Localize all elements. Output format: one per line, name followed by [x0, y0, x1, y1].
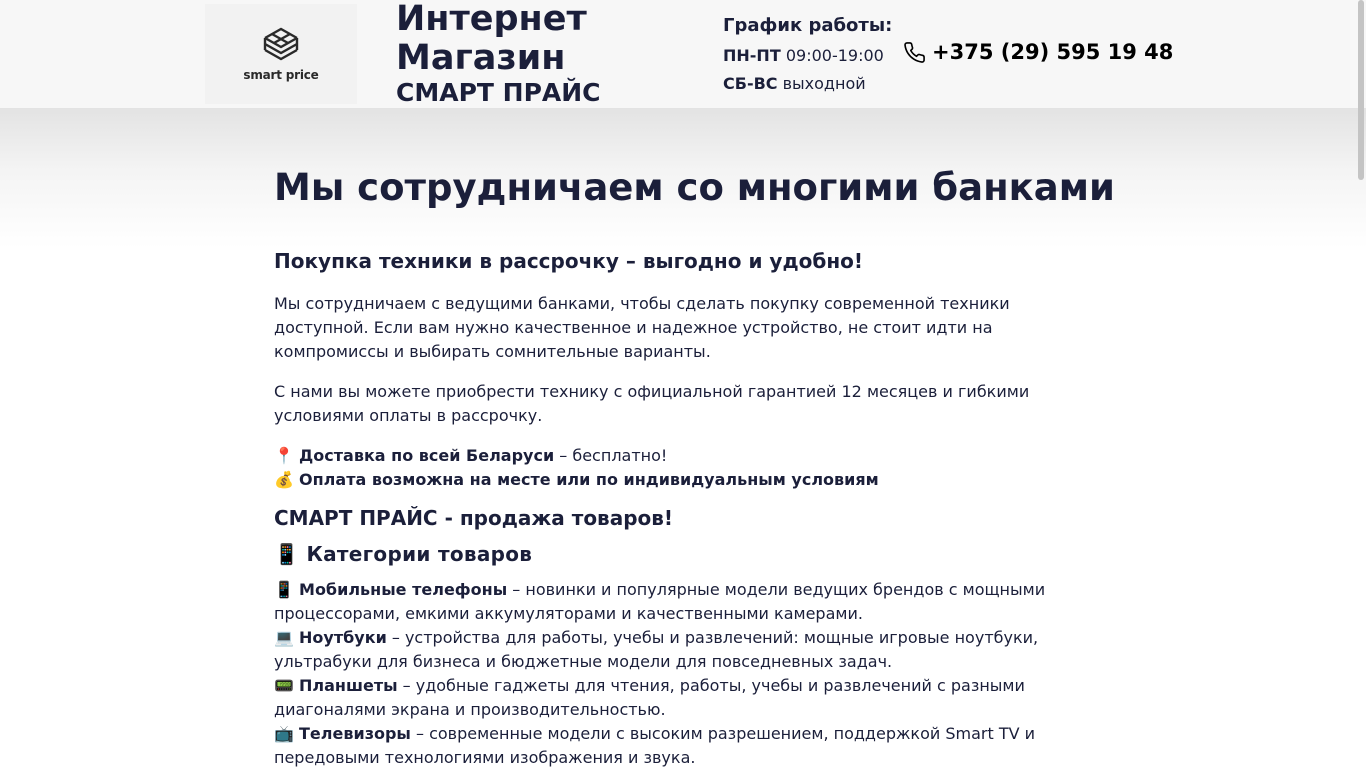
site-header [0, 0, 1366, 108]
logo-text: smart price [243, 68, 319, 82]
money-bag-icon: 💰 [274, 470, 294, 489]
category-name: Ноутбуки [299, 628, 387, 647]
delivery-line [274, 444, 1064, 468]
phone-number: +375 (29) 595 19 48 [932, 40, 1174, 64]
brand-line-1: Интернет [396, 0, 587, 39]
weekend-label: СБ-ВС [723, 74, 778, 93]
weekend-value: выходной [782, 74, 866, 93]
phone-icon [903, 41, 926, 64]
delivery-text: – бесплатно! [554, 446, 668, 465]
section-subtitle: Покупка техники в рассрочку – выгодно и удобно! [274, 249, 864, 273]
categories-list [274, 578, 1064, 770]
category-desc: – современные модели с высоким разрешением, поддержкой Smart TV и передовыми технологиями изображения и звука. [274, 724, 1036, 767]
work-schedule [723, 14, 892, 98]
category-item-tablets [274, 674, 1064, 722]
category-item-phones [274, 578, 1064, 626]
page-title: Мы сотрудничаем со многими банками [274, 166, 1115, 209]
payment-line [274, 468, 1064, 492]
category-desc: – устройства для работы, учебы и развлечений: мощные игровые ноутбуки, ультрабуки для бизнеса и бюджетные модели для повседневных задач. [274, 628, 1039, 671]
weekdays-hours: 09:00-19:00 [785, 46, 884, 65]
intro-paragraph-2: С нами вы можете приобрести технику с официальной гарантией 12 месяцев и гибкими условиями оплаты в рассрочку. [274, 382, 1030, 425]
category-name: Мобильные телефоны [299, 580, 508, 599]
laptop-icon: 💻 [274, 628, 294, 647]
television-icon: 📺 [274, 724, 294, 743]
brand-line-3: СМАРТ ПРАЙС [396, 78, 601, 107]
category-item-laptops [274, 626, 1064, 674]
benefits-list [274, 444, 1064, 492]
mobile-phone-icon: 📱 [274, 580, 294, 599]
payment-bold: Оплата возможна на месте или по индивидуальным условиям [299, 470, 879, 489]
category-item-tvs [274, 722, 1064, 770]
categories-heading: 📱 Категории товаров [274, 542, 533, 566]
brand-title [396, 0, 601, 108]
pin-icon: 📍 [274, 446, 294, 465]
category-desc: – удобные гаджеты для чтения, работы, учебы и развлечений с разными диагоналями экрана и производительностью. [274, 676, 1025, 719]
category-name: Телевизоры [299, 724, 411, 743]
main-content [274, 150, 1115, 770]
schedule-weekend [723, 70, 892, 98]
category-name: Планшеты [299, 676, 398, 695]
schedule-weekdays [723, 42, 892, 70]
schedule-title: График работы: [723, 15, 893, 36]
brand-line-2: Магазин [396, 38, 566, 78]
site-logo-link[interactable] [205, 4, 357, 104]
sales-heading: СМАРТ ПРАЙС - продажа товаров! [274, 506, 674, 530]
intro-paragraph-1: Мы сотрудничаем с ведущими банками, чтобы сделать покупку современной техники доступной. Если вам нужно качественное и надежное устройство, не стоит идти на компромиссы и выбирать сомнительные варианты. [274, 294, 1010, 361]
delivery-bold: Доставка по всей Беларуси [299, 446, 555, 465]
category-desc: – новинки и популярные модели ведущих брендов с мощными процессорами, емкими аккумуляторами и качественными камерами. [274, 580, 1046, 623]
scrollbar-thumb[interactable] [1358, 0, 1364, 180]
phone-link[interactable] [903, 40, 1173, 64]
weekdays-label: ПН-ПТ [723, 46, 781, 65]
pager-icon: 📟 [274, 676, 294, 695]
page-scrollbar[interactable] [1356, 0, 1366, 768]
logo-cube-icon [263, 26, 299, 64]
